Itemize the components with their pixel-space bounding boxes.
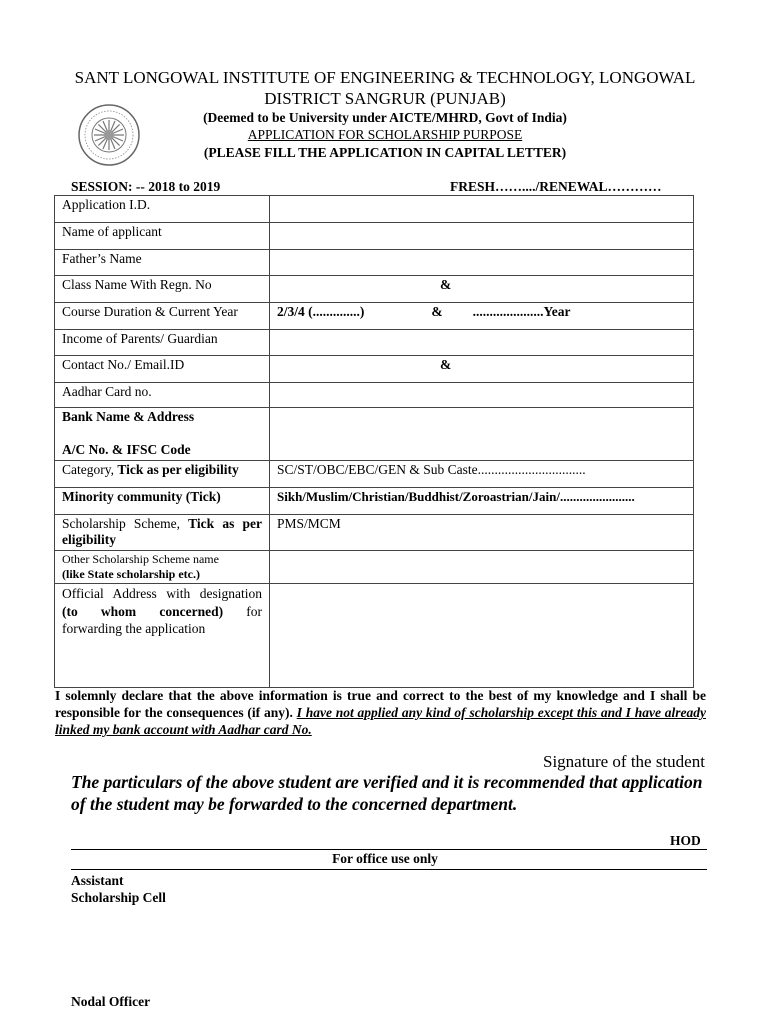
nodal-officer-label: Nodal Officer bbox=[71, 994, 151, 1009]
bank-label bbox=[55, 408, 270, 461]
aadhar-label: Aadhar Card no. bbox=[55, 383, 270, 408]
minority-field[interactable]: Sikh/Muslim/Christian/Buddhist/Zoroastrian/Jain/....................... bbox=[270, 488, 694, 515]
current-year-value: .....................Year bbox=[472, 304, 571, 319]
office-use-heading: For office use only bbox=[332, 851, 438, 866]
official-address-field[interactable] bbox=[270, 584, 694, 688]
class-regn-label: Class Name With Regn. No bbox=[55, 276, 270, 303]
course-duration-field[interactable] bbox=[270, 303, 694, 330]
other-scheme-field[interactable] bbox=[270, 551, 694, 584]
other-scheme-label: Other Scholarship Scheme name (like State scholarship etc.) bbox=[55, 551, 270, 584]
minority-label: Minority community (Tick) bbox=[55, 488, 270, 515]
verification-statement: The particulars of the above student are verified and it is recommended that application of the student may be forwarded to the concerned department. bbox=[71, 772, 703, 814]
session-label: SESSION: -- 2018 to 2019 bbox=[71, 179, 221, 194]
scheme-field[interactable]: PMS/MCM bbox=[270, 515, 694, 551]
bank-name-label: Bank Name & Address bbox=[62, 409, 195, 424]
capital-letter-instruction: (PLEASE FILL THE APPLICATION IN CAPITAL LETTER) bbox=[203, 145, 567, 160]
bank-field[interactable] bbox=[270, 408, 694, 461]
course-duration-label: Course Duration & Current Year bbox=[55, 303, 270, 330]
account-ifsc-label: A/C No. & IFSC Code bbox=[62, 442, 191, 457]
deemed-university-note: (Deemed to be University under AICTE/MHRD, Govt of India) bbox=[203, 110, 567, 125]
aadhar-field[interactable] bbox=[270, 383, 694, 408]
applicant-name-label: Name of applicant bbox=[55, 223, 270, 250]
declaration-text: I solemnly declare that the above information is true and correct to the best of my knowledge and I shall be responsible for the consequences (if any). I have not applied any kind of scholarship except this and I have already linked my bank account with Aadhar card No. bbox=[55, 688, 706, 737]
fresh-renewal-field[interactable]: FRESH……..../RENEWAL………… bbox=[450, 179, 662, 194]
category-label: Category, Tick as per eligibility bbox=[55, 461, 270, 488]
divider-line bbox=[71, 849, 707, 850]
father-name-label: Father’s Name bbox=[55, 250, 270, 276]
student-signature-label: Signature of the student bbox=[543, 752, 705, 771]
class-ampersand: & bbox=[440, 277, 452, 292]
assistant-signature-label: Assistant Scholarship Cell bbox=[71, 873, 166, 905]
income-field[interactable] bbox=[270, 330, 694, 356]
category-field[interactable]: SC/ST/OBC/EBC/GEN & Sub Caste................................ bbox=[270, 461, 694, 488]
course-ampersand: & bbox=[431, 304, 443, 319]
form-title: APPLICATION FOR SCHOLARSHIP PURPOSE bbox=[247, 127, 523, 142]
income-label: Income of Parents/ Guardian bbox=[55, 330, 270, 356]
app-id-label: Application I.D. bbox=[55, 196, 270, 223]
official-address-label: Official Address with designation (to whom concerned) for forwarding the application bbox=[55, 584, 270, 688]
course-duration-value: 2/3/4 (..............) bbox=[277, 304, 365, 319]
scheme-label: Scholarship Scheme, Tick as per eligibility bbox=[55, 515, 270, 551]
institute-name: SANT LONGOWAL INSTITUTE OF ENGINEERING & TECHNOLOGY, LONGOWAL bbox=[74, 68, 696, 87]
class-regn-field[interactable] bbox=[270, 276, 694, 303]
contact-label: Contact No./ Email.ID bbox=[55, 356, 270, 383]
contact-field[interactable] bbox=[270, 356, 694, 383]
contact-ampersand: & bbox=[440, 357, 452, 372]
father-name-field[interactable] bbox=[270, 250, 694, 276]
institute-district: DISTRICT SANGRUR (PUNJAB) bbox=[264, 89, 506, 108]
divider-line bbox=[71, 869, 707, 870]
application-form-table bbox=[54, 195, 694, 688]
applicant-name-field[interactable] bbox=[270, 223, 694, 250]
app-id-field[interactable] bbox=[270, 196, 694, 223]
hod-label: HOD bbox=[670, 833, 701, 848]
